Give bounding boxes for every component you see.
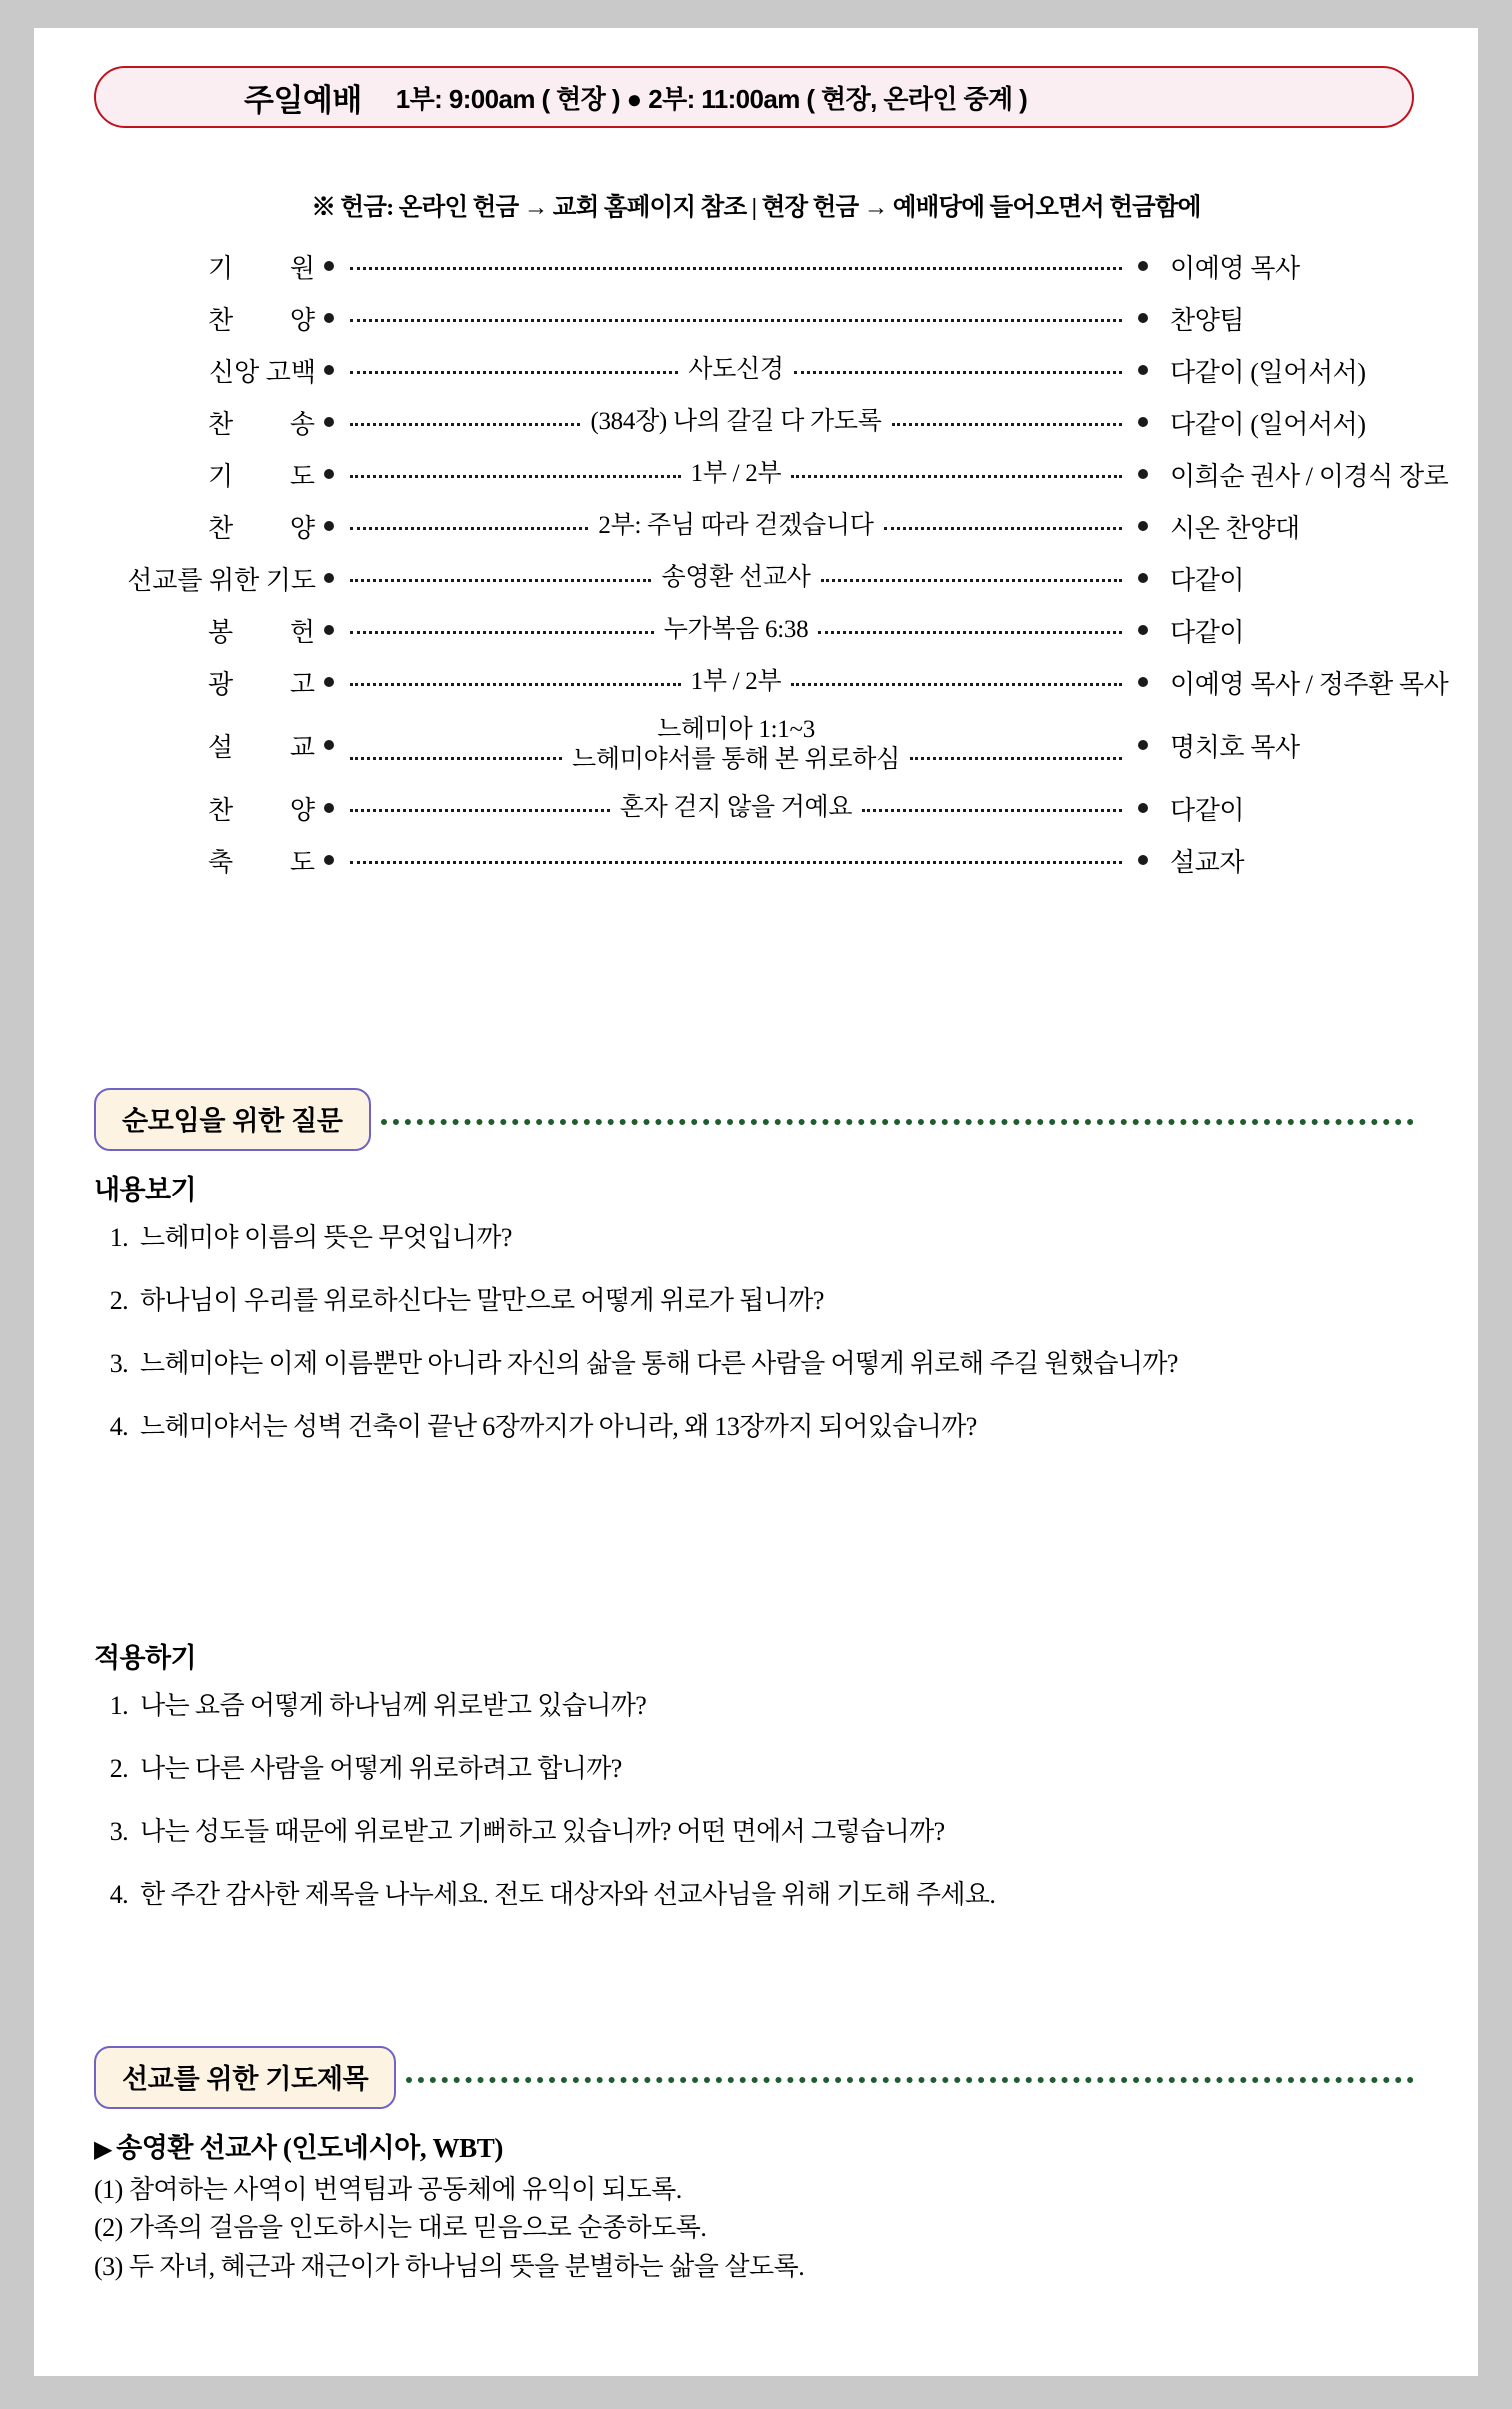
order-item-label: 광 고 bbox=[208, 669, 316, 699]
mission-prayer-item: (3) 두 자녀, 혜근과 재근이가 하나님의 뜻을 분별하는 삶을 살도록. bbox=[94, 2251, 805, 2281]
order-item-label: 기 원 bbox=[208, 253, 316, 283]
row-bullet-right-icon bbox=[1138, 803, 1148, 813]
order-item-label: 설 교 bbox=[208, 732, 316, 762]
order-of-worship-row bbox=[34, 240, 1478, 292]
order-item-detail-text: 1부 / 2부 bbox=[690, 459, 782, 487]
question-item bbox=[94, 1751, 1424, 1788]
row-bullet-left-icon bbox=[324, 469, 334, 479]
order-item-detail bbox=[334, 511, 1138, 542]
leader-dots bbox=[350, 422, 580, 426]
order-item-person: 이예영 목사 / 정주환 목사 bbox=[1170, 669, 1449, 699]
row-bullet-left-icon bbox=[324, 573, 334, 583]
bulletin-page bbox=[34, 28, 1478, 2376]
missionary-name-line bbox=[94, 2126, 1424, 2165]
leader-dots bbox=[884, 526, 1122, 530]
question-number: 4. bbox=[109, 1411, 128, 1441]
row-bullet-right-icon bbox=[1138, 625, 1148, 635]
order-item-detail-text: 사도신경 bbox=[688, 355, 784, 383]
order-of-worship-row bbox=[34, 448, 1478, 500]
row-bullet-left-icon bbox=[324, 855, 334, 865]
order-item-detail bbox=[334, 615, 1138, 646]
row-bullet-left-icon bbox=[324, 417, 334, 427]
order-item-label: 선교를 위한 기도 bbox=[127, 565, 316, 595]
apply-subheading: 적용하기 bbox=[94, 1643, 196, 1673]
order-of-worship-row bbox=[34, 292, 1478, 344]
order-item-detail bbox=[334, 563, 1138, 594]
order-item-detail bbox=[334, 355, 1138, 386]
question-text: 나는 요즘 어떻게 하나님께 위로받고 있습니까? bbox=[140, 1691, 647, 1720]
order-of-worship-row bbox=[34, 708, 1478, 782]
question-number: 3. bbox=[109, 1348, 128, 1378]
order-item-person: 명치호 목사 bbox=[1170, 732, 1300, 762]
order-item-detail-text: (384장) 나의 갈길 다 가도록 bbox=[590, 407, 882, 435]
row-bullet-right-icon bbox=[1138, 417, 1148, 427]
row-bullet-right-icon bbox=[1138, 677, 1148, 687]
question-item bbox=[94, 1220, 1424, 1257]
section-dotted-rule bbox=[406, 2076, 1414, 2083]
order-item-label: 찬 양 bbox=[208, 795, 316, 825]
mission-prayer-body bbox=[94, 2126, 1424, 2286]
leader-dots bbox=[350, 318, 1122, 322]
question-number: 1. bbox=[109, 1223, 128, 1252]
question-item bbox=[94, 1409, 1424, 1446]
order-item-person: 다같이 bbox=[1170, 795, 1245, 825]
leader-dots bbox=[350, 682, 681, 686]
order-of-worship-row bbox=[34, 552, 1478, 604]
leader-dots bbox=[794, 370, 1122, 374]
order-item-person: 시온 찬양대 bbox=[1170, 513, 1300, 543]
row-bullet-right-icon bbox=[1138, 855, 1148, 865]
question-number: 3. bbox=[109, 1816, 128, 1846]
order-item-person: 다같이 (일어서서) bbox=[1170, 409, 1366, 439]
order-item-person: 이예영 목사 bbox=[1170, 253, 1300, 283]
question-item bbox=[94, 1688, 1424, 1725]
question-item bbox=[94, 1877, 1424, 1914]
missionary-name: 송영환 선교사 (인도네시아, WBT) bbox=[116, 2133, 503, 2163]
content-question-list bbox=[94, 1220, 1424, 1472]
cell-questions-tab-label: 순모임을 위한 질문 bbox=[94, 1088, 371, 1151]
order-item-detail bbox=[334, 459, 1138, 490]
mission-prayer-item: (1) 참여하는 사역이 번역팀과 공동체에 유익이 되도록. bbox=[94, 2175, 682, 2204]
row-bullet-right-icon bbox=[1138, 261, 1148, 271]
row-bullet-left-icon bbox=[324, 521, 334, 531]
order-item-label: 축 도 bbox=[208, 847, 316, 877]
content-subheading: 내용보기 bbox=[94, 1175, 196, 1205]
order-item-label: 신앙 고백 bbox=[209, 357, 316, 387]
offering-notice: ※ 헌금: 온라인 헌금 → 교회 홈페이지 참조 | 현장 헌금 → 예배당에 들어오면서 헌금함에 bbox=[311, 194, 1201, 221]
order-item-detail bbox=[334, 858, 1138, 862]
section-dotted-rule bbox=[381, 1118, 1414, 1125]
order-of-worship-list bbox=[34, 240, 1478, 886]
order-item-detail-text: 누가복음 6:38 bbox=[663, 615, 809, 643]
row-bullet-left-icon bbox=[324, 677, 334, 687]
question-text: 나는 다른 사람을 어떻게 위로하려고 합니까? bbox=[140, 1753, 622, 1783]
order-of-worship-row bbox=[34, 396, 1478, 448]
leader-dots bbox=[350, 474, 681, 478]
question-text: 하나님이 우리를 위로하신다는 말만으로 어떻게 위로가 됩니까? bbox=[140, 1285, 824, 1315]
row-bullet-left-icon bbox=[324, 625, 334, 635]
question-item bbox=[94, 1346, 1424, 1383]
leader-dots bbox=[350, 756, 562, 760]
leader-dots bbox=[350, 266, 1122, 270]
order-of-worship-row bbox=[34, 500, 1478, 552]
question-text: 느헤미야는 이제 이름뿐만 아니라 자신의 삶을 통해 다른 사람을 어떻게 위로해 주길 원했습니까? bbox=[140, 1348, 1178, 1378]
order-of-worship-row bbox=[34, 782, 1478, 834]
order-item-detail-text: 2부: 주님 따라 걷겠습니다 bbox=[598, 511, 874, 539]
leader-dots bbox=[350, 860, 1122, 864]
order-item-label: 찬 양 bbox=[208, 305, 316, 335]
order-item-detail-subtitle: 느헤미야서를 통해 본 위로하심 bbox=[572, 746, 900, 773]
leader-dots bbox=[350, 370, 678, 374]
question-number: 1. bbox=[109, 1691, 128, 1720]
order-item-detail bbox=[334, 715, 1138, 776]
order-item-detail bbox=[334, 264, 1138, 268]
row-bullet-left-icon bbox=[324, 803, 334, 813]
cell-questions-section-header bbox=[94, 1088, 1414, 1151]
order-item-detail bbox=[334, 667, 1138, 698]
worship-service-times: 1부: 9:00am ( 현장 ) ● 2부: 11:00am ( 현장, 온라인 중계 ) bbox=[395, 83, 1028, 114]
mission-prayer-item: (2) 가족의 걸음을 인도하시는 대로 믿음으로 순종하도록. bbox=[94, 2213, 707, 2243]
apply-question-list bbox=[94, 1688, 1424, 1940]
row-bullet-right-icon bbox=[1138, 521, 1148, 531]
order-item-person: 다같이 bbox=[1170, 565, 1245, 595]
order-item-person: 찬양팀 bbox=[1170, 305, 1245, 335]
order-item-detail-text: 송영환 선교사 bbox=[661, 563, 811, 591]
leader-dots bbox=[892, 422, 1122, 426]
question-number: 2. bbox=[109, 1285, 128, 1315]
question-item bbox=[94, 1814, 1424, 1851]
row-bullet-right-icon bbox=[1138, 573, 1148, 583]
question-text: 느헤미야서는 성벽 건축이 끝난 6장까지가 아니라, 왜 13장까지 되어있습니까? bbox=[140, 1411, 977, 1441]
question-text: 느헤미야 이름의 뜻은 무엇입니까? bbox=[140, 1223, 512, 1252]
order-of-worship-row bbox=[34, 656, 1478, 708]
leader-dots bbox=[350, 526, 588, 530]
order-of-worship-row bbox=[34, 834, 1478, 886]
order-item-person: 다같이 bbox=[1170, 617, 1245, 647]
order-item-label: 기 도 bbox=[208, 461, 316, 491]
row-bullet-right-icon bbox=[1138, 365, 1148, 375]
mission-prayer-item-list bbox=[94, 2171, 1424, 2286]
order-item-detail bbox=[334, 316, 1138, 320]
question-number: 2. bbox=[109, 1753, 128, 1783]
order-item-person: 다같이 (일어서서) bbox=[1170, 357, 1366, 387]
order-item-label: 찬 양 bbox=[208, 513, 316, 543]
order-item-detail-text: 1부 / 2부 bbox=[690, 667, 782, 695]
order-item-person: 이희순 권사 / 이경식 장로 bbox=[1170, 461, 1449, 491]
order-item-detail-text: 느헤미아 1:1~3 느헤미야서를 통해 본 위로하심 bbox=[572, 715, 900, 776]
leader-dots bbox=[910, 756, 1122, 760]
order-of-worship-row bbox=[34, 604, 1478, 656]
leader-dots bbox=[350, 808, 610, 812]
leader-dots bbox=[350, 630, 654, 634]
row-bullet-right-icon bbox=[1138, 740, 1148, 750]
row-bullet-left-icon bbox=[324, 313, 334, 323]
worship-title: 주일예배 bbox=[244, 82, 362, 118]
leader-dots bbox=[862, 808, 1122, 812]
row-bullet-right-icon bbox=[1138, 469, 1148, 479]
mission-prayer-section-header bbox=[94, 2046, 1414, 2109]
order-item-label: 찬 송 bbox=[208, 409, 316, 439]
question-text: 나는 성도들 때문에 위로받고 기뻐하고 있습니까? 어떤 면에서 그렇습니까? bbox=[140, 1816, 945, 1846]
order-item-detail-text: 혼자 걷지 않을 거예요 bbox=[619, 793, 853, 821]
order-of-worship-row bbox=[34, 344, 1478, 396]
order-item-label: 봉 헌 bbox=[208, 617, 316, 647]
leader-dots bbox=[791, 682, 1122, 686]
question-item bbox=[94, 1283, 1424, 1320]
leader-dots bbox=[791, 474, 1122, 478]
row-bullet-left-icon bbox=[324, 365, 334, 375]
question-text: 한 주간 감사한 제목을 나누세요. 전도 대상자와 선교사님을 위해 기도해 주세요. bbox=[140, 1879, 996, 1909]
order-item-detail bbox=[334, 407, 1138, 438]
worship-header-banner bbox=[94, 66, 1414, 128]
row-bullet-right-icon bbox=[1138, 313, 1148, 323]
leader-dots bbox=[821, 578, 1122, 582]
order-item-person: 설교자 bbox=[1170, 847, 1245, 877]
question-number: 4. bbox=[109, 1879, 128, 1909]
row-bullet-left-icon bbox=[324, 261, 334, 271]
triangle-marker-icon: ▶ bbox=[94, 2137, 113, 2163]
row-bullet-left-icon bbox=[324, 740, 334, 750]
leader-dots bbox=[350, 578, 651, 582]
mission-prayer-tab-label: 선교를 위한 기도제목 bbox=[94, 2046, 396, 2109]
leader-dots bbox=[818, 630, 1122, 634]
order-item-detail bbox=[334, 793, 1138, 824]
